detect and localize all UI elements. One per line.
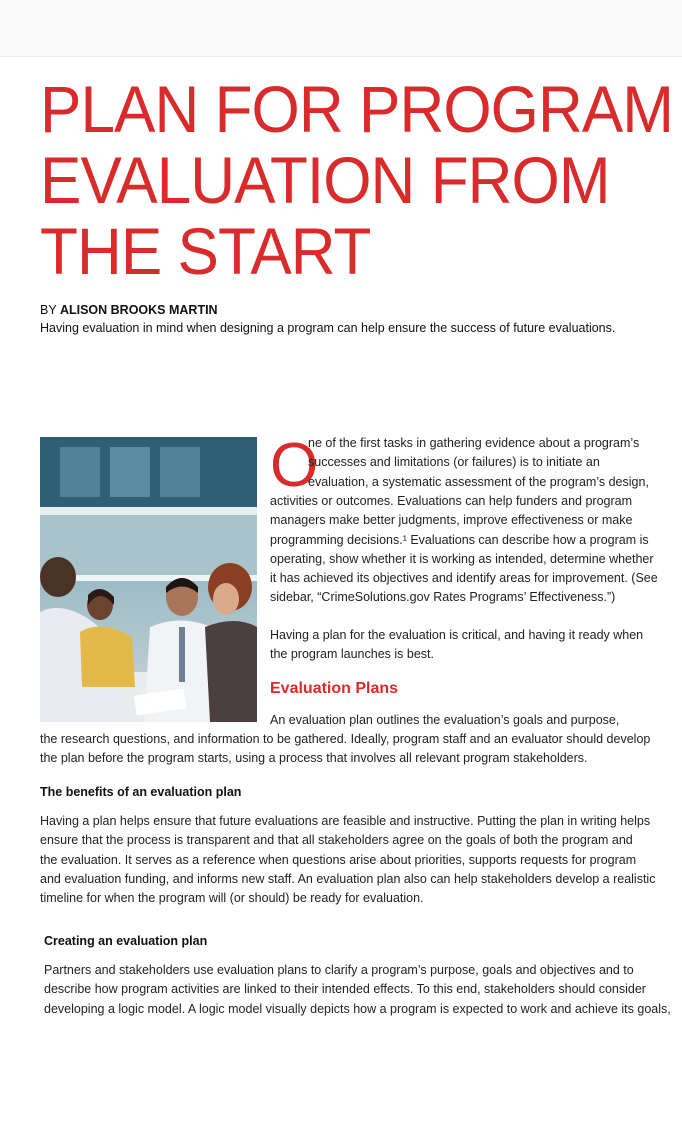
- intro-line: programming decisions.¹ Evaluations can describe how a program is: [270, 532, 649, 547]
- section-paragraph-first-line: [270, 711, 619, 730]
- intro-line: operating, show whether it is working as intended, determine whether: [270, 551, 654, 566]
- benefits-line: Having a plan helps ensure that future evaluations are feasible and instructive. Putting the plan in writing helps: [40, 814, 651, 828]
- title-line-3: THE START: [40, 214, 371, 288]
- intro-line: evaluation, a systematic assessment of the program’s design,: [308, 474, 649, 489]
- intro-lines-top: [308, 434, 649, 492]
- article-subtitle: Having evaluation in mind when designing a program can help ensure the success of future evaluations.: [40, 321, 616, 335]
- section-line: the research questions, and information to be gathered. Ideally, program staff and an evaluator should develop: [40, 732, 651, 746]
- plan-paragraph: [270, 626, 643, 665]
- intro-line: it has achieved its objectives and identify areas for improvement. (See: [270, 571, 658, 586]
- creating-line: Partners and stakeholders use evaluation plans to clarify a program’s purpose, goals and objectives and to: [44, 963, 634, 977]
- title-line-1: PLAN FOR PROGRAM: [40, 72, 674, 146]
- intro-line: managers make better judgments, improve effectiveness or make: [270, 513, 633, 528]
- author-name: ALISON BROOKS MARTIN: [59, 303, 218, 317]
- title-line-2: EVALUATION FROM: [40, 143, 610, 217]
- section-line: the plan before the program starts, using a process that involves all relevant program stakeholders.: [40, 751, 588, 766]
- drop-cap: O: [270, 431, 319, 500]
- section-line: An evaluation plan outlines the evaluation’s goals and purpose,: [270, 713, 620, 727]
- benefits-line: the evaluation. It serves as a reference when questions arise about priorities, supports requests for program: [40, 852, 637, 867]
- plan-line: the program launches is best.: [270, 647, 434, 662]
- benefits-line: ensure that the process is transparent and that all stakeholders agree on the goals of both the program and: [40, 833, 633, 848]
- benefits-paragraph: [40, 812, 655, 908]
- intro-lines-rest: [270, 492, 658, 608]
- byline: [40, 303, 218, 317]
- meeting-photo: [40, 437, 257, 722]
- plan-line: Having a plan for the evaluation is critical, and having it ready when: [270, 628, 644, 642]
- byline-prefix: BY: [40, 303, 57, 317]
- intro-line: ne of the first tasks in gathering evidence about a program’s: [308, 436, 640, 450]
- creating-paragraph: [44, 961, 671, 1019]
- intro-line: successes and limitations (or failures) is to initiate an: [308, 455, 600, 470]
- section-paragraph-rest: [40, 730, 650, 769]
- benefits-line: timeline for when the program will (or should) be ready for evaluation.: [40, 891, 424, 906]
- creating-heading: Creating an evaluation plan: [44, 934, 208, 948]
- section-heading-evaluation-plans: Evaluation Plans: [270, 680, 399, 697]
- intro-line: activities or outcomes. Evaluations can help funders and program: [270, 494, 632, 508]
- top-toolbar-strip: [0, 0, 682, 57]
- benefits-line: and evaluation funding, and informs new staff. An evaluation plan also can help stakeholders develop a realistic: [40, 871, 656, 886]
- creating-line: describe how program activities are linked to their intended effects. To this end, stakeholders should consider: [44, 982, 646, 997]
- creating-line: developing a logic model. A logic model visually depicts how a program is expected to work and achieve its goals,: [44, 1001, 671, 1016]
- article-title: [40, 74, 673, 287]
- intro-line: sidebar, “CrimeSolutions.gov Rates Programs’ Effectiveness.”): [270, 590, 616, 605]
- benefits-heading: The benefits of an evaluation plan: [40, 785, 242, 799]
